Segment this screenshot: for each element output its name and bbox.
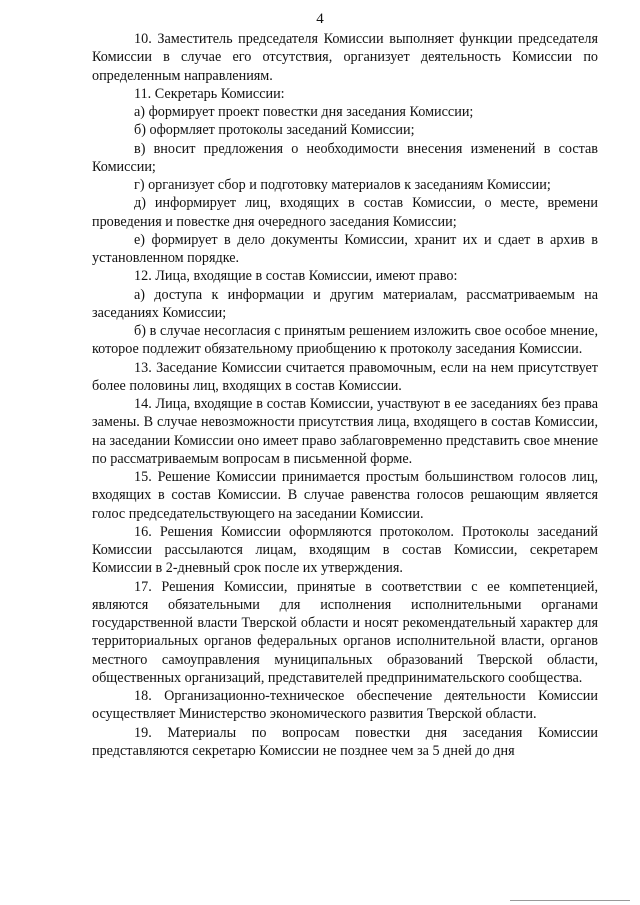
paragraph-11-v: в) вносит предложения о необходимости внесения изменений в состав Комиссии; — [92, 140, 598, 175]
paragraph-11-d: д) информирует лиц, входящих в состав Комиссии, о месте, времени проведения и повестке дня очередного заседания Комиссии; — [92, 195, 598, 230]
paragraph-13: 13. Заседание Комиссии считается правомочным, если на нем присутствует более половины лиц, входящих в состав Комиссии. — [92, 359, 598, 394]
paragraph-16: 16. Решения Комиссии оформляются протоколом. Протоколы заседаний Комиссии рассылаются лицам, входящим в состав Комиссии, секретарем Комиссии в 2-дневный срок после их утверждения. — [92, 523, 598, 577]
paragraph-11-e: е) формирует в дело документы Комиссии, хранит их и сдает в архив в установленном порядке. — [92, 231, 598, 266]
paragraph-12-b: б) в случае несогласия с принятым решением изложить свое особое мнение, которое подлежит обязательному приобщению к протоколу заседания Комиссии. — [92, 323, 598, 358]
paragraph-17: 17. Решения Комиссии, принятые в соответствии с ее компетенцией, являются обязательными для исполнения исполнительными органами государственной власти Тверской области и носят рекомендательный характер для территориальных органов федеральных органов исполнительной власти, органов местного самоуправления муниципальных образований Тверской области, общественных организаций, представителей предпринимательского сообщества. — [92, 578, 598, 686]
paragraph-19: 19. Материалы по вопросам повестки дня заседания Комиссии представляются секретарю Комиссии не позднее чем за 5 дней до дня — [92, 724, 598, 759]
paragraph-11: 11. Секретарь Комиссии: — [134, 85, 285, 102]
document-body — [92, 30, 598, 760]
paragraph-18: 18. Организационно-техническое обеспечение деятельности Комиссии осуществляет Министерство экономического развития Тверской области. — [92, 688, 598, 723]
paragraph-14: 14. Лица, входящие в состав Комиссии, участвуют в ее заседаниях без права замены. В случае невозможности присутствия лица, входящего в состав Комиссии, на заседании Комиссии оно имеет право заблаговременно представить свое мнение по рассматриваемым вопросам в письменной форме. — [92, 396, 598, 467]
paragraph-12-a: а) доступа к информации и другим материалам, рассматриваемым на заседаниях Комиссии; — [92, 286, 598, 321]
paragraph-11-b: б) оформляет протоколы заседаний Комиссии; — [134, 122, 415, 139]
paragraph-11-g: г) организует сбор и подготовку материалов к заседаниям Комиссии; — [134, 177, 551, 193]
paragraph-11-a: а) формирует проект повестки дня заседания Комиссии; — [134, 104, 474, 120]
page-number: 4 — [316, 11, 324, 27]
paragraph-12: 12. Лица, входящие в состав Комиссии, имеют право: — [134, 268, 458, 285]
paragraph-15: 15. Решение Комиссии принимается простым большинством голосов лиц, входящих в состав Комиссии. В случае равенства голосов решающим является голос председательствующего на заседании Комиссии. — [92, 469, 598, 522]
paragraph-10: 10. Заместитель председателя Комиссии выполняет функции председателя Комиссии в случае его отсутствия, организует деятельность Комиссии по определенным направлениям. — [92, 31, 598, 84]
scan-edge-line — [510, 900, 630, 901]
